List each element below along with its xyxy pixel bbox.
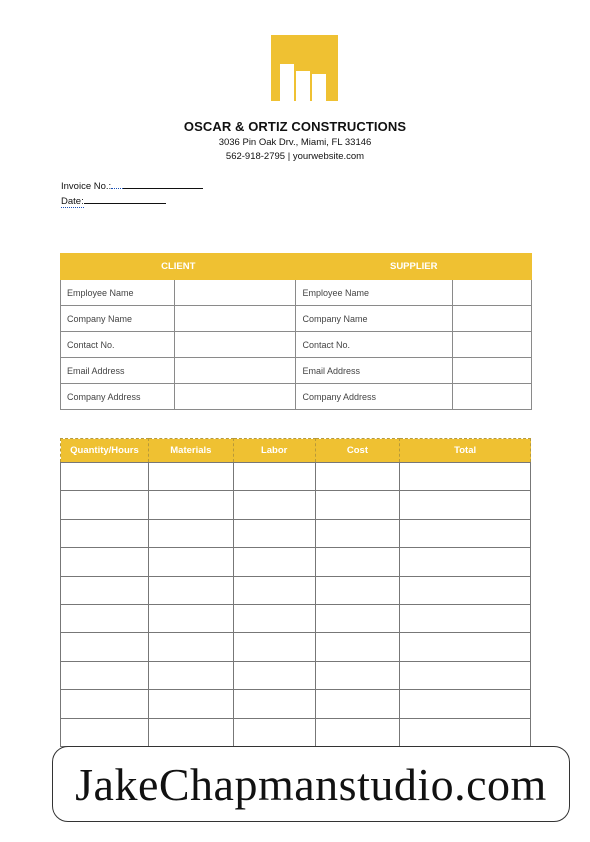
- item-cell[interactable]: [315, 463, 400, 491]
- party-row: [61, 332, 532, 358]
- item-cell[interactable]: [400, 463, 531, 491]
- date-line: [84, 195, 166, 204]
- items-column-header: Quantity/Hours: [61, 439, 149, 463]
- item-cell[interactable]: [61, 463, 149, 491]
- item-cell[interactable]: [61, 661, 149, 689]
- company-name: OSCAR & ORTIZ CONSTRUCTIONS: [183, 119, 407, 134]
- item-cell[interactable]: [315, 633, 400, 661]
- item-cell[interactable]: [400, 690, 531, 718]
- item-cell[interactable]: [400, 633, 531, 661]
- invoice-number-label: Invoice No.:: [61, 181, 112, 192]
- item-cell[interactable]: [148, 661, 233, 689]
- item-cell[interactable]: [61, 548, 149, 576]
- item-cell[interactable]: [400, 519, 531, 547]
- client-field-label: Email Address: [61, 358, 175, 384]
- table-row: [61, 718, 531, 746]
- client-field-value[interactable]: [174, 332, 296, 358]
- client-field-label: Company Address: [61, 384, 175, 410]
- supplier-field-label: Employee Name: [296, 280, 453, 306]
- item-cell[interactable]: [315, 690, 400, 718]
- item-cell[interactable]: [148, 548, 233, 576]
- client-field-value[interactable]: [174, 280, 296, 306]
- item-cell[interactable]: [61, 633, 149, 661]
- item-cell[interactable]: [400, 604, 531, 632]
- item-cell[interactable]: [233, 604, 315, 632]
- item-cell[interactable]: [315, 576, 400, 604]
- item-cell[interactable]: [400, 548, 531, 576]
- item-cell[interactable]: [148, 463, 233, 491]
- supplier-field-value[interactable]: [453, 384, 532, 410]
- item-cell[interactable]: [400, 576, 531, 604]
- item-cell[interactable]: [400, 661, 531, 689]
- supplier-field-value[interactable]: [453, 358, 532, 384]
- item-cell[interactable]: [148, 690, 233, 718]
- supplier-header: SUPPLIER: [296, 254, 532, 280]
- item-cell[interactable]: [148, 519, 233, 547]
- party-row: [61, 358, 532, 384]
- item-cell[interactable]: [400, 491, 531, 519]
- party-row: [61, 280, 532, 306]
- item-cell[interactable]: [315, 604, 400, 632]
- client-field-value[interactable]: [174, 358, 296, 384]
- supplier-field-value[interactable]: [453, 332, 532, 358]
- invoice-number-field[interactable]: [61, 180, 203, 192]
- table-row: [61, 690, 531, 718]
- supplier-field-value[interactable]: [453, 306, 532, 332]
- table-row: [61, 661, 531, 689]
- supplier-field-label: Email Address: [296, 358, 453, 384]
- item-cell[interactable]: [233, 519, 315, 547]
- item-cell[interactable]: [233, 690, 315, 718]
- items-column-header: Labor: [233, 439, 315, 463]
- client-field-label: Company Name: [61, 306, 175, 332]
- party-table: [60, 253, 532, 410]
- items-column-header: Cost: [315, 439, 400, 463]
- building-logo-icon: [271, 35, 338, 101]
- supplier-field-label: Company Address: [296, 384, 453, 410]
- company-contact: 562-918-2795 | yourwebsite.com: [225, 151, 365, 162]
- table-row: [61, 491, 531, 519]
- party-row: [61, 384, 532, 410]
- client-field-label: Employee Name: [61, 280, 175, 306]
- item-cell[interactable]: [148, 604, 233, 632]
- item-cell[interactable]: [148, 576, 233, 604]
- client-header: CLIENT: [61, 254, 296, 280]
- date-field[interactable]: [61, 195, 166, 207]
- table-row: [61, 548, 531, 576]
- table-row: [61, 604, 531, 632]
- item-cell[interactable]: [400, 718, 531, 746]
- item-cell[interactable]: [61, 718, 149, 746]
- item-cell[interactable]: [315, 491, 400, 519]
- item-cell[interactable]: [61, 690, 149, 718]
- items-column-header: Total: [400, 439, 531, 463]
- item-cell[interactable]: [315, 661, 400, 689]
- party-row: [61, 306, 532, 332]
- item-cell[interactable]: [148, 633, 233, 661]
- item-cell[interactable]: [233, 633, 315, 661]
- watermark-banner: JakeChapmanstudio.com: [52, 746, 570, 822]
- item-cell[interactable]: [315, 519, 400, 547]
- item-cell[interactable]: [148, 718, 233, 746]
- item-cell[interactable]: [233, 491, 315, 519]
- items-table: [60, 438, 531, 747]
- items-column-header: Materials: [148, 439, 233, 463]
- table-row: [61, 463, 531, 491]
- supplier-field-label: Contact No.: [296, 332, 453, 358]
- client-field-value[interactable]: [174, 384, 296, 410]
- supplier-field-label: Company Name: [296, 306, 453, 332]
- item-cell[interactable]: [233, 718, 315, 746]
- item-cell[interactable]: [61, 519, 149, 547]
- item-cell[interactable]: [233, 661, 315, 689]
- item-cell[interactable]: [315, 548, 400, 576]
- item-cell[interactable]: [61, 576, 149, 604]
- item-cell[interactable]: [233, 576, 315, 604]
- company-address: 3036 Pin Oak Drv., Miami, FL 33146: [218, 137, 372, 148]
- client-field-value[interactable]: [174, 306, 296, 332]
- supplier-field-value[interactable]: [453, 280, 532, 306]
- table-row: [61, 519, 531, 547]
- item-cell[interactable]: [61, 491, 149, 519]
- item-cell[interactable]: [148, 491, 233, 519]
- item-cell[interactable]: [233, 548, 315, 576]
- invoice-number-line: [123, 180, 203, 189]
- date-label: Date:: [61, 196, 84, 207]
- table-row: [61, 633, 531, 661]
- item-cell[interactable]: [315, 718, 400, 746]
- item-cell[interactable]: [61, 604, 149, 632]
- client-field-label: Contact No.: [61, 332, 175, 358]
- item-cell[interactable]: [233, 463, 315, 491]
- table-row: [61, 576, 531, 604]
